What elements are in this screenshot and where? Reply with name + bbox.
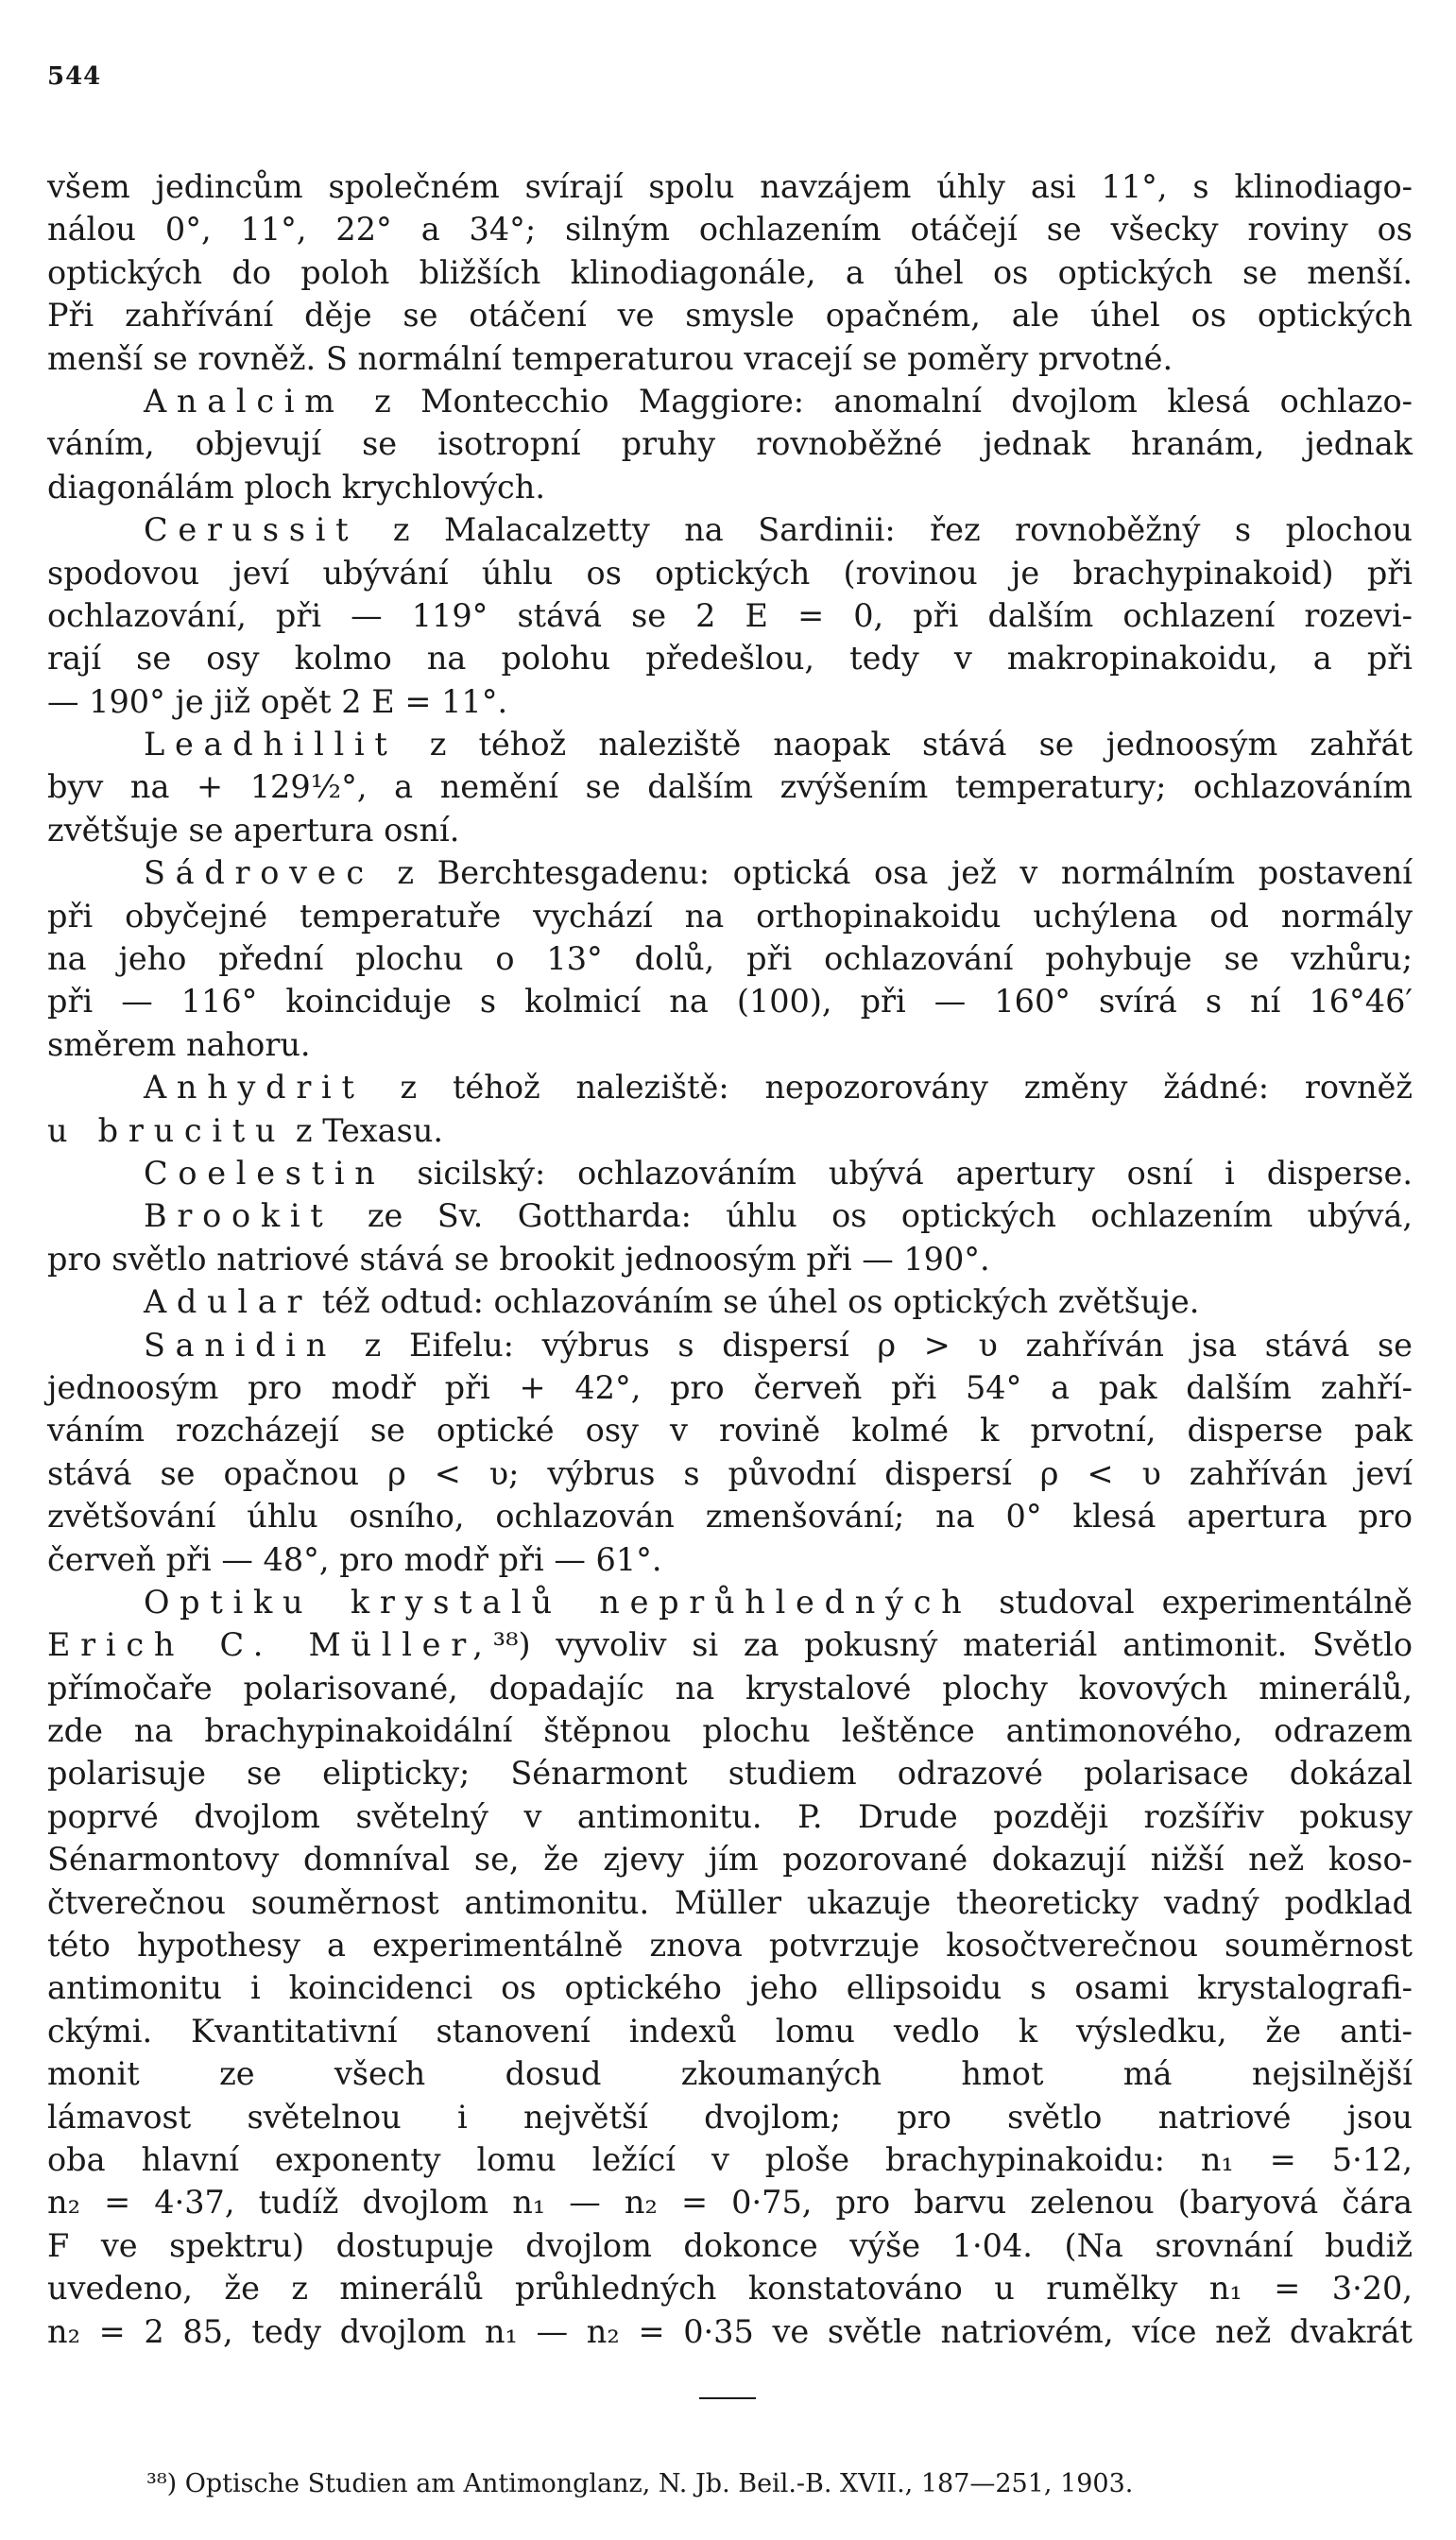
text-line	[47, 1795, 1413, 1838]
line-text: ze Sv. Gottharda: úhlu os optických ochlazením ubývá,	[333, 1197, 1413, 1235]
line-text: pro světlo natriové stává se brookit jednoosým při — 190°.	[47, 1240, 990, 1278]
text-line	[47, 1538, 1413, 1581]
line-text: přímočaře polarisované, dopadajíc na krystalové plochy kovových minerálů,	[47, 1669, 1413, 1707]
line-text: F ve spektru) dostupuje dvojlom dokonce výše 1·04. (Na srovnání budiž	[47, 2226, 1413, 2264]
line-text: polarisuje se elipticky; Sénarmont studiem odrazové polarisace dokázal	[47, 1755, 1413, 1793]
line-text: z Eifelu: výbrus s dispersí ρ > υ zahříván jsa stává se	[336, 1326, 1413, 1364]
spaced-term: Anhydrit	[144, 1069, 365, 1107]
text-line	[47, 2181, 1413, 2223]
text-line	[47, 2224, 1413, 2267]
text-line	[47, 2010, 1413, 2052]
text-line	[47, 294, 1413, 336]
spaced-term: Coelestin	[144, 1154, 385, 1192]
line-text: antimonitu i koincidenci os optického jeho ellipsoidu s osami krystalografi-	[47, 1969, 1413, 2007]
line-text: z Texasu.	[285, 1111, 444, 1149]
text-line	[47, 723, 1413, 765]
text-line	[47, 1752, 1413, 1794]
line-text: ochlazování, při — 119° stává se 2 E = 0, při dalším ochlazení rozevi-	[47, 596, 1413, 634]
line-text: lámavost světelnou i největší dvojlom; pro světlo natriové jsou	[47, 2098, 1413, 2136]
text-line	[47, 1623, 1413, 1666]
text-line	[47, 1452, 1413, 1495]
line-text: na jeho přední plochu o 13° dolů, při ochlazování pohybuje se vzhůru;	[47, 940, 1413, 978]
spaced-term: Optiku krystalů neprůhledných	[144, 1583, 972, 1621]
text-line	[47, 251, 1413, 294]
line-text: červeň při — 48°, pro modř při — 61°.	[47, 1540, 662, 1578]
text-line	[47, 422, 1413, 465]
line-text: z téhož naleziště: nepozorovány změny žádné: rovněž	[364, 1069, 1413, 1107]
text-line	[47, 2310, 1413, 2353]
line-text: diagonálám ploch krychlových.	[47, 468, 546, 506]
spaced-term: Cerussit	[144, 511, 359, 549]
line-text: sicilský: ochlazováním ubývá apertury osní i disperse.	[385, 1154, 1413, 1192]
line-text: poprvé dvojlom světelný v antimonitu. P. Drude později rozšířiv pokusy	[47, 1797, 1413, 1835]
text-line	[47, 2096, 1413, 2138]
text-line	[47, 1280, 1413, 1323]
text-line	[47, 1066, 1413, 1108]
line-text: n₂ = 2 85, tedy dvojlom n₁ — n₂ = 0·35 ve světle natriovém, více než dvakrát	[47, 2312, 1413, 2350]
text-line	[47, 2138, 1413, 2181]
line-text: z Malacalzetty na Sardinii: řez rovnoběžný s plochou	[358, 511, 1413, 549]
text-line	[47, 1924, 1413, 1966]
text-line	[47, 2052, 1413, 2095]
line-text: zvětšuje se apertura osní.	[47, 811, 460, 849]
line-text: též odtud: ochlazováním se úhel os optických zvětšuje.	[312, 1283, 1200, 1321]
line-text: směrem nahoru.	[47, 1025, 311, 1063]
text-line	[47, 980, 1413, 1022]
text-line	[47, 809, 1413, 851]
line-text: oba hlavní exponenty lomu ležící v ploše brachypinakoidu: n₁ = 5·12,	[47, 2140, 1413, 2178]
line-text: všem jedincům společném svírají spolu navzájem úhly asi 11°, s klinodiago-	[47, 168, 1413, 205]
text-line	[47, 680, 1413, 723]
line-text: stává se opačnou ρ < υ; výbrus s původní dispersí ρ < υ zahříván jeví	[47, 1454, 1413, 1492]
text-line	[47, 637, 1413, 679]
spaced-term: Analcim	[144, 382, 345, 420]
line-text: z téhož naleziště naopak stává se jednoosým zahřát	[397, 726, 1413, 764]
text-line	[47, 1667, 1413, 1709]
text-line	[47, 1881, 1413, 1924]
line-text: uvedeno, že z minerálů průhledných konstatováno u rumělky n₁ = 3·20,	[47, 2270, 1413, 2308]
spaced-term: u brucitu	[47, 1111, 286, 1149]
text-line	[47, 1023, 1413, 1066]
spaced-term: Brookit	[144, 1197, 334, 1235]
line-text: Sénarmontovy domníval se, že zjevy jím pozorované dokazují nižší než koso-	[47, 1841, 1413, 1879]
footnote: ³⁸) Optische Studien am Antimonglanz, N. Jb. Beil.-B. XVII., 187—251, 1903.	[146, 2469, 1134, 2498]
text-line	[47, 895, 1413, 937]
spaced-term: Adular	[144, 1283, 313, 1321]
line-text: zde na brachypinakoidální štěpnou plochu leštěnce antimonového, odrazem	[47, 1712, 1413, 1750]
text-line	[47, 1152, 1413, 1194]
line-text: jednoosým pro modř při + 42°, pro červeň při 54° a pak dalším zahří-	[47, 1368, 1413, 1406]
text-line	[47, 1109, 1413, 1152]
line-text: váním rozcházejí se optické osy v rovině kolmé k prvotní, disperse pak	[47, 1412, 1413, 1450]
text-line	[47, 1194, 1413, 1237]
text-line	[47, 208, 1413, 250]
line-text: z Montecchio Maggiore: anomalní dvojlom klesá ochlazo-	[344, 382, 1413, 420]
page-number: 544	[47, 62, 102, 91]
line-text: menší se rovněž. S normální temperaturou vracejí se poměry prvotné.	[47, 339, 1173, 377]
line-text: zvětšování úhlu osního, ochlazován zmenšování; na 0° klesá apertura pro	[47, 1498, 1413, 1536]
text-line	[47, 1966, 1413, 2009]
line-text: z Berchtesgadenu: optická osa jež v normálním postavení	[373, 854, 1413, 892]
spaced-term: Sanidin	[144, 1326, 336, 1364]
line-text: rají se osy kolmo na polohu předešlou, tedy v makropinakoidu, a při	[47, 640, 1413, 678]
text-line	[47, 466, 1413, 508]
text-line	[47, 1838, 1413, 1880]
text-line	[47, 937, 1413, 980]
line-text: Při zahřívání děje se otáčení ve smysle opačném, ale úhel os optických	[47, 297, 1413, 335]
line-text: této hypothesy a experimentálně znova potvrzuje kosočtverečnou souměrnost	[47, 1927, 1413, 1965]
footnote-separator	[699, 2397, 756, 2399]
line-text: byv na + 129½°, a nemění se dalším zvýšením temperatury; ochlazováním	[47, 768, 1413, 806]
line-text: nálou 0°, 11°, 22° a 34°; silným ochlazením otáčejí se všecky roviny os	[47, 211, 1413, 249]
text-line	[47, 1409, 1413, 1451]
text-line	[47, 1238, 1413, 1280]
body-text	[47, 165, 1413, 2353]
line-text: monit ze všech dosud zkoumaných hmot má nejsilnější	[47, 2055, 1413, 2093]
line-text: — 190° je již opět 2 E = 11°.	[47, 682, 508, 720]
text-line	[47, 1709, 1413, 1752]
line-text: studoval experimentálně	[971, 1583, 1413, 1621]
line-text: při — 116° koinciduje s kolmicí na (100), při — 160° svírá s ní 16°46′	[47, 983, 1413, 1021]
text-line	[47, 1366, 1413, 1409]
spaced-term: Leadhillit	[144, 726, 398, 764]
line-text: optických do poloh bližších klinodiagonále, a úhel os optických se menší.	[47, 253, 1413, 291]
spaced-term: Sádrovec	[144, 854, 374, 892]
text-line	[47, 851, 1413, 894]
text-line	[47, 1581, 1413, 1623]
text-line	[47, 380, 1413, 422]
text-line	[47, 165, 1413, 208]
line-text: váním, objevují se isotropní pruhy rovnoběžné jednak hranám, jednak	[47, 425, 1413, 463]
line-text: čtverečnou souměrnost antimonitu. Müller ukazuje theoreticky vadný podklad	[47, 1883, 1413, 1921]
text-line	[47, 508, 1413, 551]
spaced-term: Erich C. Müller,	[47, 1626, 493, 1664]
line-text: spodovou jeví ubývání úhlu os optických (rovinou je brachypinakoid) při	[47, 554, 1413, 592]
line-text: při obyčejné temperatuře vychází na orthopinakoidu uchýlena od normály	[47, 897, 1413, 935]
line-text: ckými. Kvantitativní stanovení indexů lomu vedlo k výsledku, že anti-	[47, 2012, 1413, 2050]
text-line	[47, 594, 1413, 637]
text-line	[47, 2267, 1413, 2309]
line-text: ³⁸) vyvoliv si za pokusný materiál antimonit. Světlo	[492, 1626, 1413, 1664]
text-line	[47, 552, 1413, 594]
text-line	[47, 337, 1413, 380]
text-line	[47, 765, 1413, 808]
line-text: n₂ = 4·37, tudíž dvojlom n₁ — n₂ = 0·75, pro barvu zelenou (baryová čára	[47, 2184, 1413, 2222]
text-line	[47, 1324, 1413, 1366]
text-line	[47, 1495, 1413, 1537]
